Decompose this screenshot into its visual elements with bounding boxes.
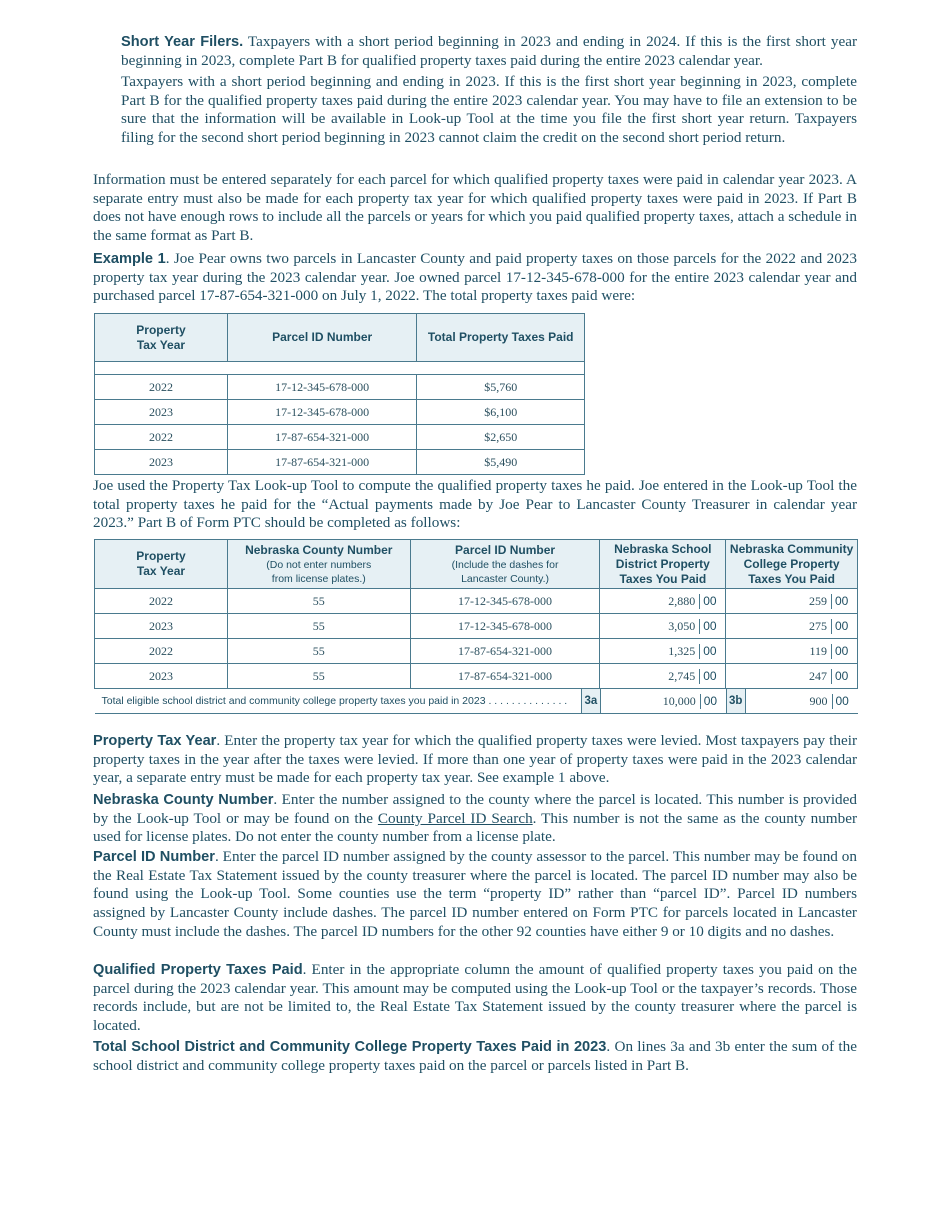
short-year-paragraph: [121, 33, 857, 70]
cell-parcel: 17-87-654-321-000: [227, 450, 416, 475]
college-dollars: 275: [809, 618, 827, 633]
part-b-table: [94, 539, 858, 714]
table-row: [95, 375, 585, 400]
cell-year: 2022: [95, 589, 228, 614]
table-header-row: [95, 540, 858, 589]
total-college-cents: 00: [832, 694, 858, 709]
total-label: Total eligible school district and community college property taxes you paid in 2023 . . . . . . . . . . . . . .: [101, 695, 568, 707]
def-parcel-heading: Parcel ID Number: [93, 849, 215, 865]
def-qualified-taxes: [93, 961, 857, 1036]
table-row: [95, 664, 858, 689]
college-cents: 00: [831, 669, 857, 684]
school-cents: 00: [699, 669, 725, 684]
cell-college-amount: [726, 614, 858, 639]
table-row: [95, 614, 858, 639]
header-property-tax-year: Property Tax Year: [95, 540, 228, 589]
total-college-dollars: 900: [809, 693, 828, 708]
def-total-heading: Total School District and Community College Property Taxes Paid in 2023: [93, 1039, 607, 1055]
total-college-amount: [726, 689, 858, 714]
def-parcel-id: [93, 848, 857, 942]
cell-parcel: 17-12-345-678-000: [227, 375, 416, 400]
cell-taxes: $5,490: [417, 450, 585, 475]
table-header-row: [95, 314, 585, 362]
college-dollars: 247: [809, 668, 827, 683]
header-school-taxes: Nebraska School District Property Taxes You Paid: [600, 540, 726, 589]
cell-parcel: 17-12-345-678-000: [410, 589, 600, 614]
cell-taxes: $5,760: [417, 375, 585, 400]
cell-college-amount: [726, 589, 858, 614]
table-row: [95, 639, 858, 664]
cell-year: 2023: [95, 450, 228, 475]
header-parcel-id: [410, 540, 600, 589]
table-row: [95, 400, 585, 425]
def-county-number: [93, 791, 857, 847]
def-county-text-1: . Enter the number assigned to the county where the parcel is located. This number is provided by the Look-up Tool or may be found on the: [93, 791, 857, 827]
def-total-taxes: [93, 1038, 857, 1075]
cell-school-amount: [600, 614, 726, 639]
header-property-tax-year: Property Tax Year: [95, 314, 228, 362]
school-cents: 00: [699, 594, 725, 609]
cell-year: 2023: [95, 614, 228, 639]
total-row: [95, 689, 858, 714]
cell-taxes: $6,100: [417, 400, 585, 425]
cell-college-amount: [726, 664, 858, 689]
cell-parcel: 17-87-654-321-000: [227, 425, 416, 450]
cell-school-amount: [600, 639, 726, 664]
cell-parcel: 17-12-345-678-000: [410, 614, 600, 639]
college-dollars: 119: [809, 643, 827, 658]
def-county-heading: Nebraska County Number: [93, 792, 274, 808]
spacer-row: [95, 362, 585, 375]
total-label-cell: [95, 689, 600, 714]
header-county-title: Nebraska County Number: [245, 542, 393, 557]
cell-county: 55: [227, 664, 410, 689]
school-dollars: 1,325: [668, 643, 696, 658]
school-cents: 00: [699, 644, 725, 659]
college-cents: 00: [831, 594, 857, 609]
lookup-paragraph: Joe used the Property Tax Look-up Tool to compute the qualified property taxes he paid. Joe entered in the Look-up Tool the total property taxes he paid for the “Actual payments made by Joe Pear to Lancaster County Treasurer in calendar year 2023.” Part B of Form PTC should be completed as follows:: [93, 477, 857, 532]
college-cents: 00: [831, 619, 857, 634]
def-qualified-text: . Enter in the appropriate column the amount of qualified property taxes you paid on the parcel during the 2023 calendar year. This amount may be computed using the Look-up Tool or the taxpayer’s records. Those records include, but are not be limited to, the Real Estate Tax Statement issued by the county treasurer where the parcel is located.: [93, 961, 858, 1035]
school-dollars: 2,745: [668, 668, 696, 683]
cell-year: 2022: [95, 639, 228, 664]
header-county-number: [227, 540, 410, 589]
line-3a-tag: 3a: [581, 689, 601, 713]
header-total-taxes: Total Property Taxes Paid: [417, 314, 585, 362]
college-dollars: 259: [809, 593, 827, 608]
short-year-heading: Short Year Filers.: [121, 34, 244, 50]
total-school-amount: [600, 689, 726, 714]
example-parcel-table: [94, 313, 585, 475]
county-parcel-id-search-link[interactable]: County Parcel ID Search: [377, 809, 533, 827]
info-paragraph: Information must be entered separately for each parcel for which qualified property taxes were paid in calendar year 2023. A separate entry must also be made for each property tax year for which qualified property taxes were paid in 2023. If Part B does not have enough rows to include all the parcels or years for which you paid qualified property taxes, attach a schedule in the same format as Part B.: [93, 171, 857, 245]
cell-taxes: $2,650: [417, 425, 585, 450]
header-parcel-id: Parcel ID Number: [227, 314, 416, 362]
school-dollars: 3,050: [668, 618, 696, 633]
cell-parcel: 17-87-654-321-000: [410, 664, 600, 689]
def-tax-year-text: . Enter the property tax year for which the qualified property taxes were levied. Most taxpayers pay their property taxes in the year after the taxes were levied. If more than one year of property taxes were paid in the 2023 calendar year, a separate entry must be made for each property tax year. See example 1 above.: [93, 732, 857, 787]
cell-college-amount: [726, 639, 858, 664]
def-qualified-heading: Qualified Property Taxes Paid: [93, 962, 303, 978]
cell-year: 2023: [95, 400, 228, 425]
short-year-paragraph-2: Taxpayers with a short period beginning and ending in 2023. If this is the first short year beginning in 2023, complete Part B for the qualified property taxes paid during the entire 2023 calendar year. You may have to file an extension to be sure that the information will be available in Look-up Tool at the time you file the first short year return. Taxpayers filing for the second short period beginning in 2023 cannot claim the credit on the second short period return.: [121, 73, 857, 147]
def-property-tax-year: [93, 732, 857, 788]
header-college-taxes: Nebraska Community College Property Taxes You Paid: [726, 540, 858, 589]
cell-year: 2022: [95, 375, 228, 400]
table-row: [95, 450, 585, 475]
header-county-note: (Do not enter numbers from license plates.): [266, 558, 372, 585]
example-heading: Example 1: [93, 251, 166, 267]
cell-parcel: 17-87-654-321-000: [410, 639, 600, 664]
cell-county: 55: [227, 639, 410, 664]
def-tax-year-heading: Property Tax Year: [93, 733, 217, 749]
header-parcel-title: Parcel ID Number: [455, 542, 556, 557]
school-dollars: 2,880: [668, 593, 696, 608]
table-row: [95, 589, 858, 614]
short-year-text-1: Taxpayers with a short period beginning in 2023 and ending in 2024. If this is the first short year beginning in 2023, complete Part B for qualified property taxes paid during the entire 2023 calendar year.: [121, 33, 857, 69]
cell-county: 55: [227, 614, 410, 639]
cell-year: 2023: [95, 664, 228, 689]
cell-year: 2022: [95, 425, 228, 450]
example-paragraph: [93, 250, 857, 306]
def-county-text-2: . This number is not the same as the county number used for license plates. Do not enter the county number from a license plate.: [93, 809, 857, 846]
school-cents: 00: [699, 619, 725, 634]
cell-parcel: 17-12-345-678-000: [227, 400, 416, 425]
def-parcel-text: . Enter the parcel ID number assigned by the county assessor to the parcel. This number may be found on the Real Estate Tax Statement issued by the county treasurer where the parcel is located. The parcel ID number may also be found using the Look-up Tool. Some counties use the term “property ID” rather than “parcel ID”. Parcel ID numbers assigned by Lancaster County include dashes. The parcel ID number entered on Form PTC for parcels located in Lancaster County must include the dashes. The parcel ID numbers for the other 92 counties have either 9 or 10 digits and no dashes.: [93, 848, 857, 940]
college-cents: 00: [831, 644, 857, 659]
def-total-text: . On lines 3a and 3b enter the sum of the school district and community college property taxes paid on the parcel or parcels listed in Part B.: [93, 1038, 857, 1074]
example-text: . Joe Pear owns two parcels in Lancaster County and paid property taxes on those parcels for the 2022 and 2023 property tax year during the 2023 calendar year. Joe owned parcel 17-12-345-678-000 for the entire 2023 calendar year and purchased parcel 17-87-654-321-000 on July 1, 2022. The total property taxes paid were:: [93, 250, 857, 305]
line-3b-tag: 3b: [726, 689, 746, 713]
cell-school-amount: [600, 589, 726, 614]
total-school-dollars: 10,000: [662, 693, 696, 708]
header-parcel-note: (Include the dashes for Lancaster County.): [451, 558, 559, 585]
table-row: [95, 425, 585, 450]
cell-school-amount: [600, 664, 726, 689]
total-school-cents: 00: [700, 694, 726, 709]
cell-county: 55: [227, 589, 410, 614]
